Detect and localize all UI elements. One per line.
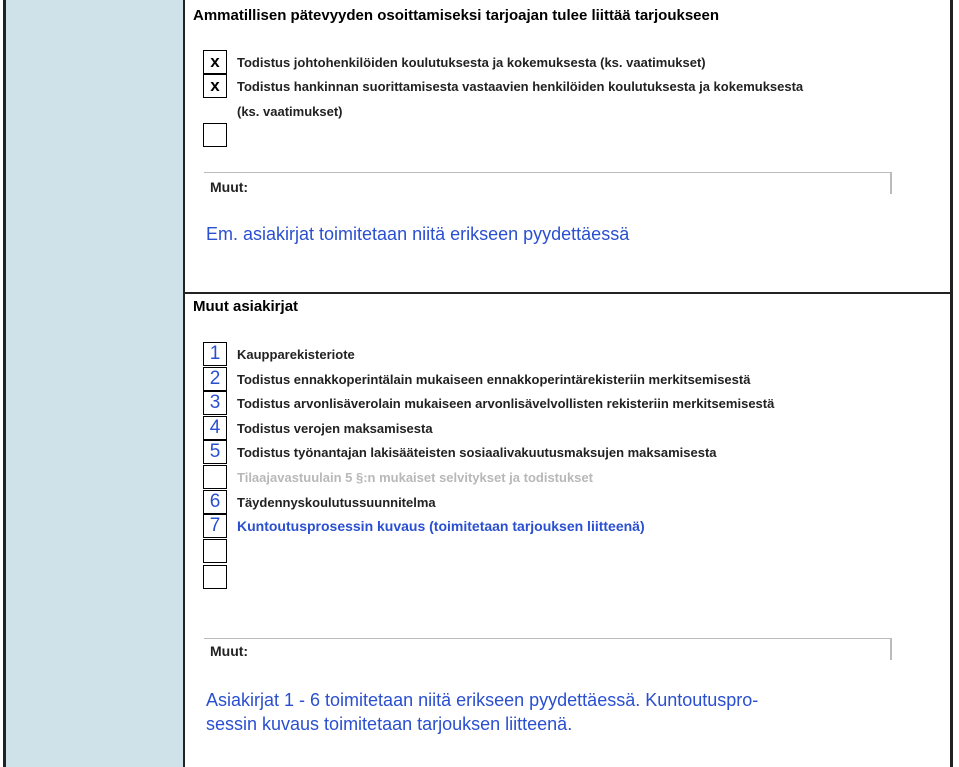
checkbox-label: Todistus hankinnan suorittamisesta vastaavien henkilöiden koulutuksesta ja kokemuksesta [237, 78, 804, 94]
checkbox-row-hankinta[interactable] [203, 74, 803, 98]
muut-text-field[interactable]: Em. asiakirjat toimitetaan niitä erikseen pyydettäessä [206, 224, 630, 244]
list-item[interactable] [203, 465, 593, 489]
muut-text-field-line2[interactable]: sessin kuvaus toimitetaan tarjouksen liitteenä. [206, 714, 573, 734]
list-item[interactable] [203, 539, 227, 563]
list-item[interactable] [203, 490, 436, 514]
list-item-label: Tilaajavastuulain 5 §:n mukaiset selvitykset ja todistukset [237, 469, 593, 485]
muut-label: Muut: [210, 179, 249, 195]
list-item[interactable] [203, 514, 645, 538]
section2-heading: Muut asiakirjat [193, 298, 299, 315]
checkbox-empty[interactable] [203, 123, 227, 147]
list-item-label: Todistus työnantajan lakisääteisten sosiaalivakuutusmaksujen maksamisesta [237, 444, 717, 460]
number-box[interactable] [203, 565, 227, 589]
list-item-label: Kaupparekisteriote [237, 346, 355, 362]
muut-field-border [204, 172, 892, 173]
list-item-label: Todistus verojen maksamisesta [237, 420, 433, 436]
muut-text-field[interactable]: Asiakirjat 1 - 6 toimitetaan niitä erikseen pyydettäessä. Kuntoutuspro- [206, 690, 759, 710]
section1-heading: Ammatillisen pätevyyden osoittamiseksi tarjoajan tulee liittää tarjoukseen [193, 7, 720, 24]
number-box[interactable]: 7 [203, 514, 227, 538]
number-box[interactable] [203, 539, 227, 563]
number-box[interactable]: 6 [203, 490, 227, 514]
list-item[interactable] [203, 367, 750, 391]
checkbox-label-continuation: (ks. vaatimukset) [237, 104, 343, 119]
list-item-label: Todistus arvonlisäverolain mukaiseen arvonlisävelvollisten rekisteriin merkitsemisestä [237, 395, 775, 411]
list-item-label: Täydennyskoulutussuunnitelma [237, 494, 436, 510]
muut-label: Muut: [210, 643, 249, 659]
vertical-divider [183, 0, 185, 767]
checkbox-row-empty[interactable] [203, 123, 227, 147]
list-item[interactable] [203, 565, 227, 589]
section-divider [183, 292, 953, 294]
list-item[interactable] [203, 342, 355, 366]
list-item[interactable] [203, 440, 717, 464]
number-box[interactable]: 5 [203, 440, 227, 464]
checkbox-johtohenkilot[interactable]: x [203, 50, 227, 74]
number-box[interactable]: 3 [203, 391, 227, 415]
right-border [950, 0, 953, 767]
left-sidebar [3, 0, 183, 767]
checkbox-row-johtohenkilot[interactable] [203, 50, 706, 74]
list-item-label: Kuntoutusprosessin kuvaus (toimitetaan tarjouksen liitteenä) [237, 518, 645, 534]
number-box[interactable]: 2 [203, 367, 227, 391]
list-item[interactable] [203, 416, 433, 440]
list-item[interactable] [203, 391, 774, 415]
muut-field-border-right [890, 638, 892, 660]
list-item-label: Todistus ennakkoperintälain mukaiseen ennakkoperintärekisteriin merkitsemisestä [237, 371, 751, 387]
muut-field-border [204, 638, 892, 639]
checkbox-hankinta[interactable]: x [203, 74, 227, 98]
checkbox-label: Todistus johtohenkilöiden koulutuksesta ja kokemuksesta (ks. vaatimukset) [237, 54, 706, 70]
number-box[interactable] [203, 465, 227, 489]
number-box[interactable]: 1 [203, 342, 227, 366]
number-box[interactable]: 4 [203, 416, 227, 440]
muut-field-border-right [890, 172, 892, 194]
